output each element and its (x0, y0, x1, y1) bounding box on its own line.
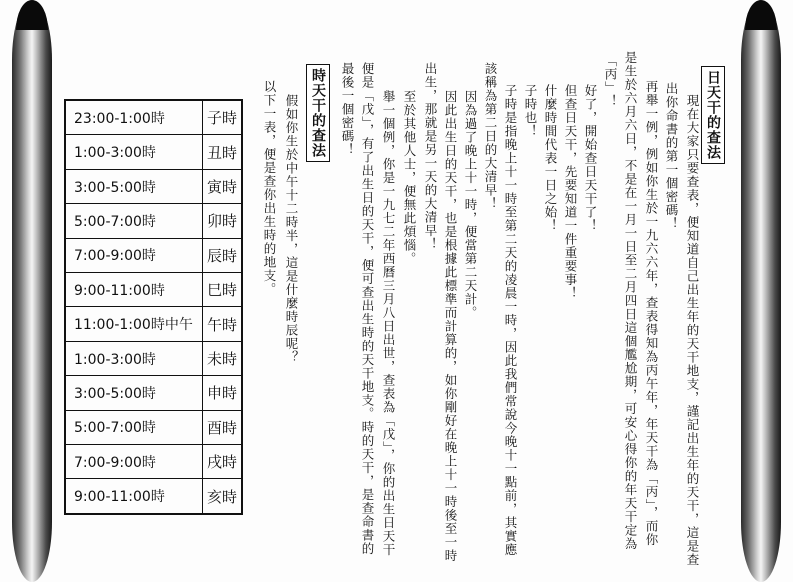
right-text-line: 子時是指晚上十一時至第二天的凌晨一時，因此我們常說今晚十一點前，其實應 (503, 84, 518, 557)
time-range-cell: 23:00-1:00時 (65, 100, 203, 135)
branch-cell: 午時 (203, 307, 243, 341)
hour-branch-table (64, 99, 243, 515)
table-row (65, 445, 242, 479)
time-range-cell: 5:00-7:00時 (65, 410, 203, 444)
branch-cell: 戌時 (203, 445, 243, 479)
time-range-cell: 9:00-11:00時 (65, 273, 203, 307)
table-row (65, 376, 242, 410)
right-text-line: 出生，那就是另一天的大清早！ (423, 62, 438, 251)
right-text-line: 是生於六月六日，不是在一月一日至二月四日這個尷尬期，可安心得你的年天干定為 (623, 51, 638, 551)
right-text-line: 再舉一例，例如你生於一九六六年，查表得知為丙午年，年天干為「丙」，而你 (644, 80, 659, 547)
right-text-line: 但查日天干，先要知道一件重要事！ (563, 84, 578, 300)
branch-cell: 亥時 (203, 479, 243, 514)
right-text-line: 便是「戊」，有了出生日的天干，便可查出生時的天干地支。時的天干，是查命書的 (360, 62, 375, 556)
time-range-cell: 3:00-5:00時 (65, 376, 203, 410)
table-row (65, 100, 242, 135)
right-scroll-roller (741, 0, 781, 582)
time-range-cell: 9:00-11:00時 (65, 479, 203, 514)
right-text-line: 舉一個例，你是一九七二年西曆三月八日出世，查表為「戊」，你的出生日天干 (381, 90, 396, 557)
time-range-cell: 11:00-1:00時中午 (65, 307, 203, 341)
branch-cell: 寅時 (203, 169, 243, 203)
time-range-cell: 7:00-9:00時 (65, 238, 203, 272)
left-text-line: 假如你生於中午十二時半，這是什麼時辰呢？ (284, 94, 299, 364)
table-row (65, 410, 242, 444)
branch-cell: 酉時 (203, 410, 243, 444)
right-text-line: 現在大家只要查表，便知道自己出生年的天干地支，謹記出生年的天干，這是查 (685, 94, 700, 567)
right-text-line: 什麼時間代表一日之始！ (543, 84, 558, 233)
right-page-heading: 日天干的查法 (701, 66, 725, 164)
right-text-line: 子時也！ (523, 84, 538, 138)
right-text-line: 好了，開始查日天干了！ (583, 84, 598, 233)
right-text-line: 「丙」！ (603, 54, 618, 108)
right-text-line: 至於其他人士，便無此煩惱。 (402, 90, 417, 266)
right-text-line: 因為過了晚上十一時，便當第二天計。 (463, 90, 478, 320)
left-text-line: 以下一表，便是查你出生時的地支。 (262, 80, 277, 296)
time-range-cell: 1:00-3:00時 (65, 341, 203, 375)
branch-cell: 丑時 (203, 135, 243, 169)
time-range-cell: 7:00-9:00時 (65, 445, 203, 479)
table-row (65, 307, 242, 341)
right-text-line: 該稱為第二日的大清早！ (483, 62, 498, 211)
branch-cell: 卯時 (203, 204, 243, 238)
branch-cell: 申時 (203, 376, 243, 410)
table-row (65, 341, 242, 375)
table-row (65, 238, 242, 272)
left-scroll-roller (12, 0, 52, 582)
right-text-line: 因此出生日的天干，也是根據此標準而計算的，如你剛好在晚上十一時後至一時 (443, 90, 458, 563)
branch-cell: 子時 (203, 100, 243, 135)
time-range-cell: 3:00-5:00時 (65, 169, 203, 203)
branch-cell: 辰時 (203, 238, 243, 272)
right-text-line: 出你命書的第一個密碼！ (664, 82, 679, 231)
left-page-heading: 時天干的查法 (306, 64, 330, 162)
right-text-line: 最後一個密碼！ (340, 62, 355, 157)
time-range-cell: 1:00-3:00時 (65, 135, 203, 169)
time-range-cell: 5:00-7:00時 (65, 204, 203, 238)
table-row (65, 169, 242, 203)
table-row (65, 479, 242, 514)
table-row (65, 273, 242, 307)
branch-cell: 巳時 (203, 273, 243, 307)
table-row (65, 135, 242, 169)
branch-cell: 未時 (203, 341, 243, 375)
table-row (65, 204, 242, 238)
